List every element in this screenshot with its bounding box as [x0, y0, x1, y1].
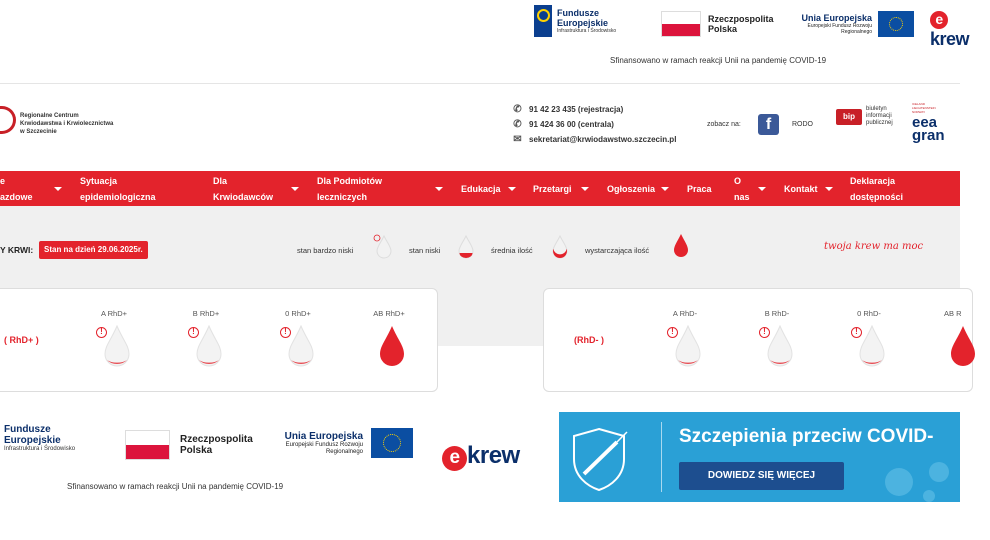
zobacz-label: zobacz na:: [707, 121, 741, 128]
polish-flag-icon: [125, 430, 170, 460]
drop-medium-icon: [550, 234, 570, 260]
unia-europejska-logo: [800, 11, 914, 37]
org-name-line1: Regionalne Centrum: [20, 113, 79, 119]
facebook-icon[interactable]: f: [758, 114, 779, 135]
fundusze-europejskie-logo-bottom: Fundusze Europejskie Infrastruktura i Środowisko: [4, 424, 76, 452]
blood-drop-plus-3: [377, 324, 407, 370]
envelope-icon: ✉: [513, 133, 522, 145]
type-b-plus: B RhD+: [192, 309, 220, 318]
contact-block: [512, 102, 676, 147]
covid-banner-title: Szczepienia przeciw COVID-: [679, 426, 934, 447]
stock-title: Y KRWI:: [0, 245, 34, 255]
ekrew-logo-bottom[interactable]: e krew: [442, 442, 520, 471]
twoja-krew-signature: twoja krew ma moc: [824, 241, 924, 252]
virus-decoration-icon: [859, 452, 960, 502]
fe-flag-icon: [534, 5, 552, 37]
rzeczpospolita-logo-bottom: Rzeczpospolita Polska: [125, 430, 260, 460]
legend-very-low: stan bardzo niski: [297, 246, 354, 255]
nav-item-kontakt[interactable]: Kontakt: [784, 184, 818, 194]
chevron-down-icon: [435, 187, 443, 191]
warning-icon: !: [759, 327, 770, 338]
nav-item-dla-podmiotow[interactable]: Dla Podmiotów leczniczych: [317, 176, 382, 202]
phone-icon: ✆: [513, 118, 522, 130]
warning-icon: !: [188, 327, 199, 338]
email-link[interactable]: ✉ sekretariat@krwiodawstwo.szczecin.pl: [513, 133, 677, 145]
main-nav: [0, 171, 960, 206]
ekrew-text: krew: [930, 29, 970, 49]
bip-logo[interactable]: bip biuletyn informacji publicznej: [836, 106, 893, 127]
logo-mark[interactable]: [0, 106, 16, 134]
nav-item-o-nas[interactable]: O nas: [734, 176, 750, 202]
type-0-minus: 0 RhD-: [857, 309, 881, 318]
phone-icon: ✆: [513, 103, 522, 115]
org-name[interactable]: [20, 112, 113, 136]
learn-more-button[interactable]: DOWIEDZ SIĘ WIĘCEJ: [679, 462, 844, 490]
org-name-line2: Krwiodawstwa i Krwiolecznictwa: [20, 121, 114, 127]
pl-title: Rzeczpospolita Polska: [708, 14, 774, 34]
syringe-shield-icon: [569, 424, 649, 494]
chevron-down-icon: [508, 187, 516, 191]
ekrew-logo-top[interactable]: [930, 8, 969, 50]
rhd-minus-label: (RhD- ): [574, 335, 604, 345]
stock-date-badge: Stan na dzień 29.06.2025r.: [39, 241, 148, 259]
funding-strip: [0, 0, 970, 80]
banner-divider: [661, 422, 662, 492]
warning-icon: !: [96, 327, 107, 338]
chevron-down-icon: [661, 187, 669, 191]
blood-drop-minus-0: [673, 324, 703, 370]
chevron-down-icon: [291, 187, 299, 191]
eu-subtitle: Europejski Fundusz Rozwoju Regionalnego: [807, 23, 872, 35]
nav-item-sytuacja[interactable]: Sytuacja epidemiologiczna: [80, 176, 156, 202]
blood-drop-plus-0: [102, 324, 132, 370]
rhd-minus-card: [543, 288, 973, 392]
nav-item-dla-krwiodawcow[interactable]: Dla Krwiodawców: [213, 176, 274, 202]
fundusze-europejskie-logo: [534, 5, 619, 37]
legend-medium: średnia ilość: [491, 246, 533, 255]
type-a-plus: A RhD+: [100, 309, 128, 318]
eu-flag-icon: [371, 428, 413, 458]
warning-icon: !: [667, 327, 678, 338]
drop-very-low-icon: [374, 234, 394, 260]
funding-note-bottom: Sfinansowano w ramach reakcji Unii na pandemię COVID-19: [67, 482, 284, 491]
phone-central[interactable]: ✆ 91 424 36 00 (centrala): [513, 118, 614, 130]
rzeczpospolita-logo: [661, 11, 778, 37]
type-b-minus: B RhD-: [764, 309, 790, 318]
divider: [0, 83, 960, 84]
nav-item-0[interactable]: e azdowe: [0, 176, 33, 202]
fe-subtitle: Infrastruktura i Środowisko: [557, 28, 617, 34]
chevron-down-icon: [54, 187, 62, 191]
blood-drop-minus-2: [857, 324, 887, 370]
ekrew-e: e: [930, 11, 948, 29]
legend-sufficient: wystarczająca ilość: [585, 246, 650, 255]
nav-item-ogloszenia[interactable]: Ogłoszenia: [607, 184, 656, 194]
fe-title: Fundusze Europejskie: [557, 8, 609, 28]
funding-note-top: Sfinansowano w ramach reakcji Unii na pandemię COVID-19: [610, 56, 827, 65]
legend-low: stan niski: [409, 246, 441, 255]
bip-icon: bip: [836, 109, 862, 125]
chevron-down-icon: [581, 187, 589, 191]
nav-item-przetargi[interactable]: Przetargi: [533, 184, 572, 194]
warning-icon: !: [851, 327, 862, 338]
nav-item-deklaracja[interactable]: Deklaracja dostępności: [850, 176, 904, 202]
eu-flag-icon: [878, 11, 914, 37]
rhd-plus-label: ( RhD+ ): [4, 335, 39, 345]
chevron-down-icon: [825, 187, 833, 191]
blood-drop-minus-3: [948, 324, 978, 370]
blood-drop-plus-2: [286, 324, 316, 370]
warning-icon: !: [280, 327, 291, 338]
type-ab-minus: AB R: [944, 309, 962, 318]
rodo-link[interactable]: RODO: [792, 121, 813, 128]
eu-title: Unia Europejska: [801, 13, 872, 23]
drop-sufficient-icon: [671, 232, 691, 260]
eea-grants-logo[interactable]: ICELAND LIECHTENSTEIN NORWAY eea gran: [912, 102, 945, 144]
type-a-minus: A RhD-: [672, 309, 698, 318]
type-0-plus: 0 RhD+: [285, 309, 311, 318]
blood-drop-plus-1: [194, 324, 224, 370]
covid-vaccination-banner[interactable]: [559, 412, 960, 502]
phone-registration[interactable]: ✆ 91 42 23 435 (rejestracja): [513, 103, 624, 115]
polish-flag-icon: [661, 11, 701, 37]
unia-europejska-logo-bottom: Unia Europejska Europejski Fundusz Rozwoju Regionalnego: [283, 428, 413, 458]
chevron-down-icon: [758, 187, 766, 191]
nav-item-praca[interactable]: Praca: [687, 184, 712, 194]
nav-item-edukacja[interactable]: Edukacja: [461, 184, 501, 194]
blood-drop-minus-1: [765, 324, 795, 370]
type-ab-plus: AB RhD+: [373, 309, 405, 318]
org-name-line3: w Szczecinie: [20, 129, 57, 135]
drop-low-icon: [456, 234, 476, 260]
